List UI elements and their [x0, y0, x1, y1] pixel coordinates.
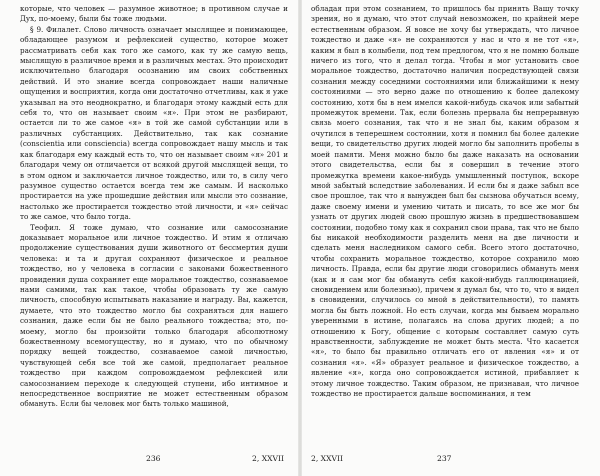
left-page-text — [20, 4, 288, 410]
right-chapter-ref: 2, XXVII — [311, 454, 343, 463]
right-page-number: 237 — [437, 454, 452, 463]
right-page-footer — [311, 454, 579, 466]
left-chapter-ref: 2, XXVII — [252, 454, 284, 463]
book-gutter — [298, 0, 302, 476]
left-page — [20, 4, 288, 444]
right-paragraph-1: обладая при этом сознанием, то пришлось бы принять Вашу точку зрения, но я думаю, что этот случай невозможен, по крайней мере естественным образом. Я вовсе не хочу бы утверждать, что личное тождество и даже «я» не сохраняются у нас и что я не тот «я», каким я был в колыбели, под тем предлогом, что я не помню больше ничего из того, что я делал тогда. Чтобы я мог установить свое моральное тождество, достаточно наличия посредствующей связи сознания между соседними состояниями или ближайшими к нему состояниями — это верно даже по отношению к более далекому состоянию, хотя бы в нем имелся какой-нибудь скачок или забытый промежуток времени. Так, если болезнь прервала бы непрерывную связь моего сознания, так что я не знал бы, каким образом я очутился в теперешнем состоянии, хотя я помнил бы более далекие вещи, то свидетельство других людей могло бы заполнить пробелы в моей памяти. Меня можно было бы даже наказать на основании этого свидетельства, если бы я совершил в течение этого промежутка времени какое-нибудь умышленный поступок, вскоре мной забытый вследствие заболевания. И если бы я даже забыл все свое прошлое, так что я вынужден был бы сызнова обучаться всему, даже своему имени и умению читать и писать, то все же мог бы узнать от других людей свою прошлую жизнь в предшествовавшем состоянии, подобно тому как я сохранил свои права, так что не было бы никакой необходимости разделить меня на две личности и сделать меня наследником самого себя. Всего этого достаточно, чтобы сохранить моральное тождество, которое сохранило мою личность. Правда, если бы другие люди сговорились обмануть меня (как и я сам мог бы обмануть себя какой-нибудь галлюцинацией, сновидением или болезнью), причем я думал бы, что то, что я видел в сновидении, случилось со мной в действительности), то память могла бы быть ложной. Но есть случаи, когда мы бываем морально уверенными в истине, полагаясь на слова других людей; а по отношению к Богу, общение с которым составляет самую суть нравственности, заблуждение не может быть места. Что касается «я», то было бы правильно отличать его от явления «я» и от сознания «я». «Я» образует реальное и физическое тождество, а явление «я», когда оно сопровождается истиной, прибавляет к этому личное тождество. Таким образом, не признавая, что личное тождество не простирается дальше воспоминания, я тем — [311, 4, 579, 399]
left-page-footer — [20, 454, 288, 466]
right-page-text — [311, 4, 579, 399]
left-paragraph-2: § 9. Филалет. Слово личность означает мыслящее и понимающее, обладающее разумом и рефлексией существо, которое может рассматривать себя как того же самого, как ту же самую вещь, мыслящую в различное время и в различных местах. Это происходит исключительно благодаря осознанию им своих собственных действий. И это знание всегда сопровождает наши наличные ощущения и восприятия, когда они достаточно отчетливы, как я уже указывал на это неоднократно, и благодаря этому каждый есть для себя то, что он называет своим «я». При этом не разбирают, остается ли то же самое «я» в той же самой субстанции или в различных субстанциях. Действительно, так как сознание (conscientia или consciencia) всегда сопровождает нашу мысль и так как благодаря ему каждый есть то, что он называет своим «я» 201 и благодаря чему он отличается от всякой другой мыслящей вещи, то в этом одном и заключается личное тождество, или то, в силу чего разумное существо остается всегда тем же самым. И насколько простирается на уже прошедшие действия или мысли это сознание, настолько же простирается тождество этой личности, и «я» сейчас то же самое, что было тогда. — [20, 24, 288, 222]
left-page-number: 236 — [146, 454, 161, 463]
right-page — [311, 4, 579, 444]
left-paragraph-1: которые, что человек — разумное животное; в противном случае и Дух, по-моему, были бы тоже людьми. — [20, 4, 288, 24]
left-paragraph-3: Теофил. Я тоже думаю, что сознание или самосознание доказывает моральное или личное тождество. И этим я отличаю продолжение существования души животного от бессмертия души человека: и та и другая сохраняют физическое и реальное тождество, но у человека в согласии с законами божественного провидения душа сохраняет еще моральное тождество, сознаваемое нами самими, так как такое, чтобы образовать ту же самую личность, способную испытывать наказание и награду. Вы, кажется, думаете, что это тождество могло бы сохраняться для нашего сознания, даже если бы не было реального тождества; это, по-моему, могло бы произойти только благодаря абсолютному божественному всемогуществу, но я думаю, что по обычному порядку вещей тождество, сознаваемое самой личностью, чувствующей себя все той же самой, предполагает реальное тождество при каждом сопровождаемом рефлексией или самосознанием переходе к следующей ступени, ибо интимное и непосредственное восприятие не может естественным образом обмануть. Если бы человек мог быть только машиной, — [20, 222, 288, 409]
